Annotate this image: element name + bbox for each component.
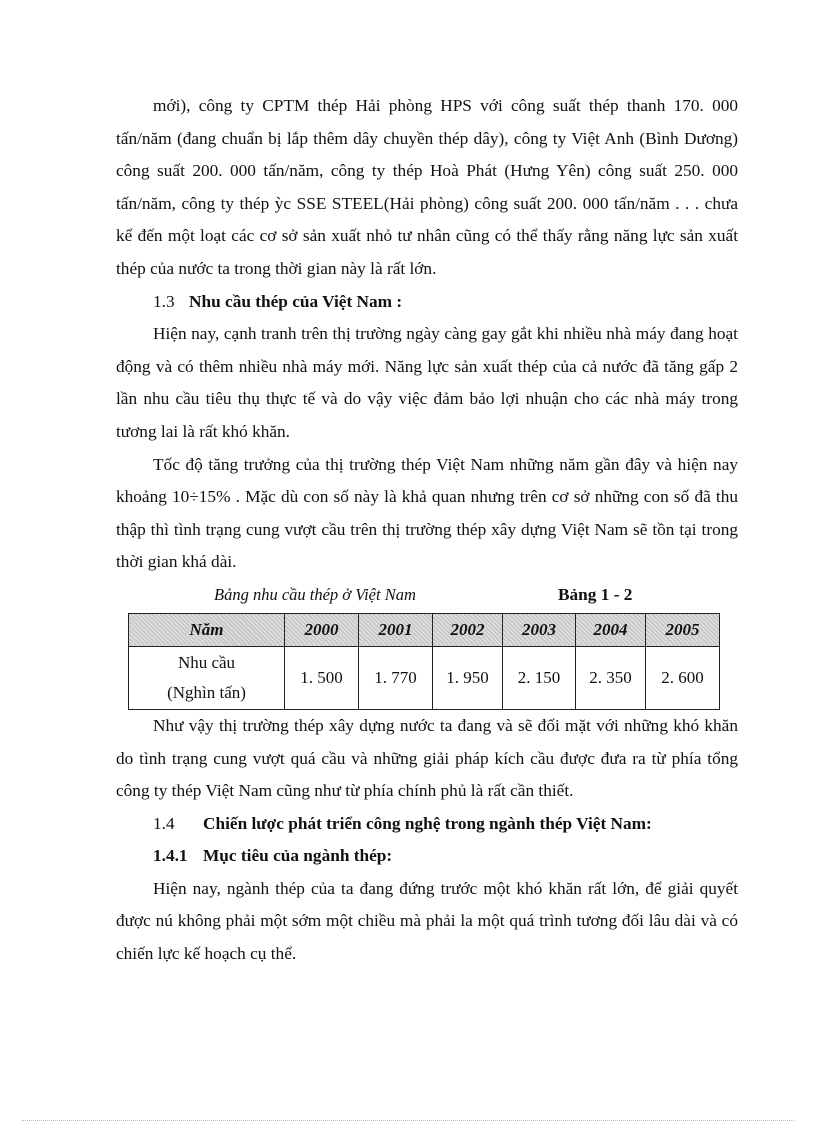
- paragraph-growth-rate: Tốc độ tăng trưởng của thị trường thép Việt Nam những năm gần đây và hiện nay khoảng 10÷15% . Mặc dù con số này là khả quan nhưng trên cơ sở những con số đã thu thập thì tình trạng cung vượt cầu trên thị trường thép xây dựng Việt Nam sẽ tồn tại trong thời gian khá dài.: [116, 454, 738, 572]
- header-cell: 2002: [433, 613, 503, 646]
- value-cell: 1. 770: [359, 646, 433, 709]
- table-header-row: [129, 613, 720, 646]
- paragraph-competition: Hiện nay, cạnh tranh trên thị trường ngày càng gay gắt khi nhiều nhà máy đang hoạt động và có thêm nhiều nhà máy mới. Năng lực sản xuất thép của cả nước đã tăng gấp 2 lần nhu cầu tiêu thụ thực tế và do vậy việc đảm bảo lợi nhuận cho các nhà máy trong tương lai là rất khó khăn.: [116, 324, 738, 441]
- steel-demand-table: [128, 613, 720, 710]
- section-title: Chiến lược phát triển công nghệ trong ngành thép Việt Nam:: [203, 813, 652, 833]
- value-cell: 1. 500: [285, 646, 359, 709]
- paragraph-conclusion: Như vậy thị trường thép xây dựng nước ta đang và sẽ đối mặt với những khó khăn do tình trạng cung vượt quá cầu và những giải pháp kích cầu được đưa ra từ phía tổng công ty thép Việt Nam cũng như từ phía chính phủ là rất cần thiết.: [116, 715, 738, 801]
- section-number: 1.4.1: [153, 846, 188, 866]
- section-title: Nhu cầu thép của Việt Nam :: [189, 291, 403, 311]
- value-cell: 2. 350: [576, 646, 646, 709]
- table-caption-row: [116, 581, 738, 613]
- value-cell: 2. 150: [503, 646, 576, 709]
- row-label-unit: (Nghìn tấn): [167, 682, 246, 702]
- value-cell: 1. 950: [433, 646, 503, 709]
- header-cell-year: Năm: [129, 613, 285, 646]
- row-label-cell: [129, 646, 285, 709]
- section-title: Mục tiêu của ngành thép:: [203, 846, 393, 866]
- page-bottom-divider: [22, 1120, 794, 1121]
- section-heading-1-4-1: [116, 840, 738, 873]
- section-heading-1-3: [116, 286, 738, 319]
- header-cell: 2001: [359, 613, 433, 646]
- header-cell: 2004: [576, 613, 646, 646]
- section-number: 1.3: [153, 291, 175, 311]
- section-heading-1-4: [116, 808, 738, 841]
- paragraph-objectives: Hiện nay, ngành thép của ta đang đứng trước một khó khăn rất lớn, để giải quyết được nú không phải một sớm một chiều mà phải la một quá trình tương đối lâu dài và có chiến lực kế hoạch cụ thể.: [116, 878, 738, 964]
- value-cell: 2. 600: [646, 646, 720, 709]
- header-cell: 2000: [285, 613, 359, 646]
- section-number: 1.4: [153, 813, 175, 833]
- row-label-line: Nhu cầu: [177, 652, 236, 672]
- header-cell: 2005: [646, 613, 720, 646]
- header-cell: 2003: [503, 613, 576, 646]
- document-page: [116, 90, 738, 971]
- paragraph-production-capacity: mới), công ty CPTM thép Hải phòng HPS với công suất thép thanh 170. 000 tấn/năm (đang chuẩn bị lắp thêm dây chuyền thép dây), công ty Việt Anh (Bình Dương) công suất 200. 000 tấn/năm, công ty thép Hoà Phát (Hưng Yên) công suất 250. 000 tấn/năm, công ty thép ỳc SSE STEEL(Hải phòng) công suất 200. 000 tấn/năm . . . chưa kể đến một loạt các cơ sở sản xuất nhỏ tư nhân cũng có thể thấy rằng năng lực sản xuất thép của nước ta trong thời gian này là rất lớn.: [116, 96, 738, 278]
- table-label: Bảng 1 - 2: [558, 584, 633, 604]
- table-caption: Bảng nhu cầu thép ở Việt Nam: [214, 584, 416, 604]
- table-row: [129, 646, 720, 709]
